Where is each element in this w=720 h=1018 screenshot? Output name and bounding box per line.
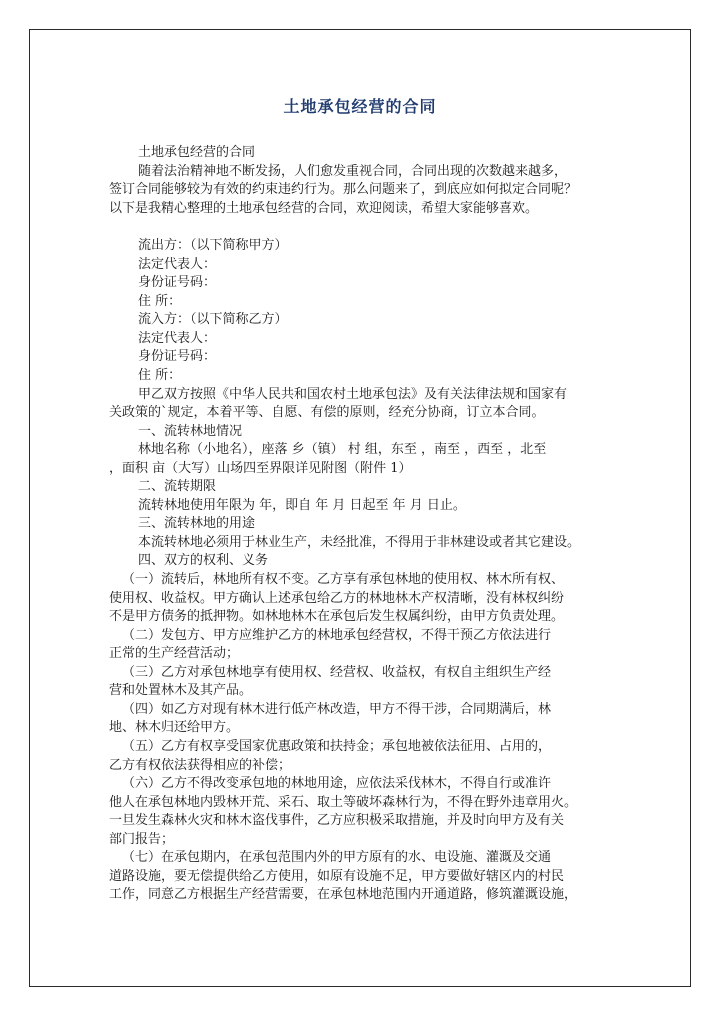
body-line: 身份证号码： <box>138 349 217 365</box>
body-line: 不是甲方债务的抵押物。如林地林木在承包后发生权属纠纷，由甲方负责处理。 <box>109 609 565 625</box>
section-heading: 三、流转林地的用途 <box>138 516 256 532</box>
body-line: （五）乙方有权享受国家优惠政策和扶持金；承包地被依法征用、占用的， <box>122 738 552 754</box>
body-line: 部门报告； <box>109 831 175 847</box>
body-line: 流出方：（以下简称甲方） <box>138 238 288 254</box>
section-heading: 四、双方的权利、义务 <box>138 553 269 569</box>
body-line: （一）流转后，林地所有权不变。乙方享有承包林地的使用权、林木所有权、 <box>122 572 565 588</box>
body-line: 乙方有权依法获得相应的补偿； <box>109 757 292 773</box>
section-heading: 一、流转林地情况 <box>138 423 243 439</box>
body-line: 法定代表人： <box>138 256 217 272</box>
body-line: 身份证号码： <box>138 275 217 291</box>
body-line: （七）在承包期内，在承包范围内外的甲方原有的水、电设施、灌溉及交通 <box>122 850 552 866</box>
body-line: （三）乙方对承包林地享有使用权、经营权、收益权，有权自主组织生产经 <box>122 664 552 680</box>
body-line: （四）如乙方对现有林木进行低产林改造，甲方不得干涉，合同期满后，林 <box>122 701 552 717</box>
body-line: 地、林木归还给甲方。 <box>109 720 240 736</box>
body-line: 以下是我精心整理的土地承包经营的合同，欢迎阅读，希望大家能够喜欢。 <box>109 200 539 216</box>
body-line: 随着法治精神地不断发扬，人们愈发重视合同，合同出现的次数越来越多， <box>138 163 568 179</box>
body-line: 使用权、收益权。甲方确认上述承包给乙方的林地林木产权清晰，没有林权纠纷 <box>109 590 565 606</box>
body-line: 甲乙双方按照《中华人民共和国农村土地承包法》及有关法律法规和国家有 <box>138 386 568 402</box>
document-body <box>109 144 620 905</box>
body-line: 土地承包经营的合同 <box>138 145 256 160</box>
document-title: 土地承包经营的合同 <box>283 97 437 116</box>
body-line: 他人在承包林地内毁林开荒、采石、取土等破坏森林行为，不得在野外违章用火。 <box>109 794 578 810</box>
body-line: 本流转林地必须用于林业生产，未经批准，不得用于非林建设或者其它建设。 <box>138 534 581 550</box>
body-line: 林地名称（小地名），座落 乡（镇） 村 组，东至 ，南至 ，西至 ，北至 <box>138 442 547 458</box>
section-heading: 二、流转期限 <box>138 479 217 495</box>
body-line: （二）发包方、甲方应维护乙方的林地承包经营权，不得干预乙方依法进行 <box>122 627 552 643</box>
body-line: 营和处置林木及其产品。 <box>109 683 253 699</box>
body-line: 住 所： <box>138 293 182 309</box>
body-line: （六）乙方不得改变承包地的林地用途，应依法采伐林木，不得自行或准许 <box>122 776 552 792</box>
body-line: 流转林地使用年限为 年，即自 年 月 日起至 年 月 日止。 <box>138 497 466 513</box>
body-line: 住 所： <box>138 368 182 384</box>
body-line: 道路设施，要无偿提供给乙方使用，如原有设施不足，甲方要做好辖区内的村民 <box>109 868 565 884</box>
blank-line <box>109 218 620 237</box>
body-line: 工作，同意乙方根据生产经营需要，在承包林地范围内开通道路，修筑灌溉设施， <box>109 887 578 903</box>
body-line: 一旦发生森林火灾和林木盗伐事件，乙方应积极采取措施，并及时向甲方及有关 <box>109 813 565 829</box>
body-line: 流入方：（以下简称乙方） <box>138 312 288 328</box>
body-line: ，面积 亩（大写）山场四至界限详见附图（附件 1） <box>109 460 412 476</box>
body-line: 正常的生产经营活动； <box>109 646 240 662</box>
body-line: 关政策的`规定，本着平等、自愿、有偿的原则，经充分协商，订立本合同。 <box>109 405 545 421</box>
body-line: 签订合同能够较为有效的约束违约行为。那么问题来了，到底应如何拟定合同呢？ <box>109 182 578 198</box>
body-line: 法定代表人： <box>138 330 217 346</box>
